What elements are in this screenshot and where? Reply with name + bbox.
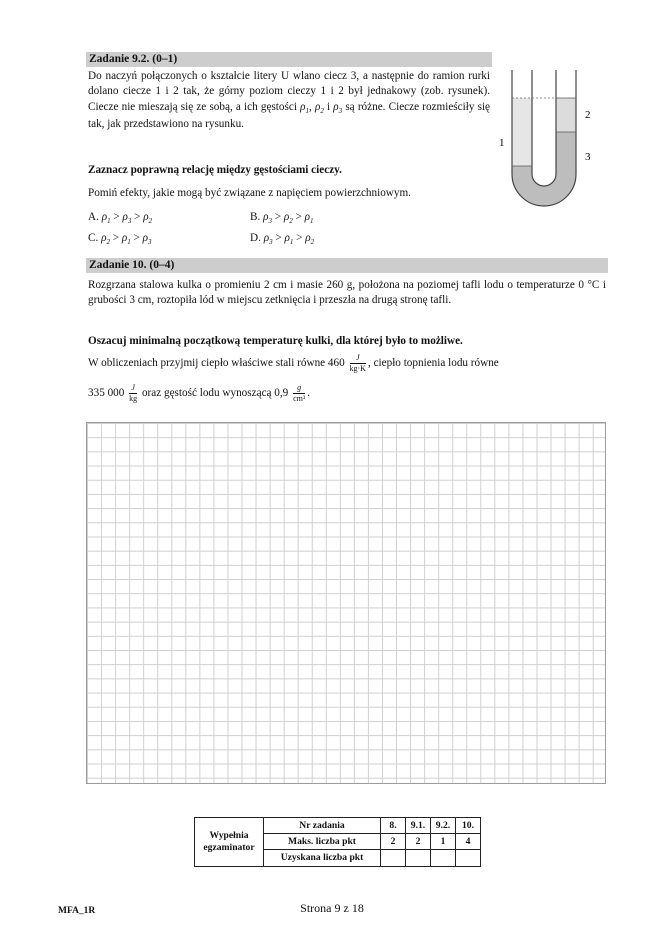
score-input-9-1[interactable] [406, 850, 431, 866]
task-10-instruction: Oszacuj minimalną początkową temperaturę kulki, dla której było to możliwe. [88, 335, 463, 347]
rho-3: $\rho_3$ [333, 100, 343, 116]
page-number: Strona 9 z 18 [300, 901, 364, 915]
unit-g-per-cm3: $\frac{g}{\text{cm³}}$ [293, 383, 306, 403]
liquid-2-region [556, 98, 576, 132]
figure-label-1: 1 [499, 137, 505, 149]
footer-code: MFA_1R [58, 906, 96, 916]
score-input-8[interactable] [381, 850, 406, 866]
figure-label-2: 2 [585, 109, 591, 121]
u-tube-diagram [495, 66, 610, 236]
rho-1: $\rho_1$ [300, 100, 309, 116]
row-max-label: Maks. liczba pkt [264, 834, 381, 850]
task-10-header: Zadanie 10. (0–4) [86, 258, 608, 273]
task-9-2-note: Pomiń efekty, jakie mogą być związane z napięciem powierzchniowym. [88, 187, 411, 199]
score-table: Wypełnia egzaminator Nr zadania 8. 9.1. 9.2. 10. Maks. liczba pkt 2 2 1 4 Uzyskana liczba pkt [194, 817, 481, 867]
unit-j-per-kg-k: $\frac{J}{kg\cdot K}$ [349, 353, 366, 373]
answer-option-d[interactable]: D. $\rho_3 > \rho_1 > \rho_2$ [250, 232, 315, 247]
row-got-label: Uzyskana liczba pkt [264, 850, 381, 866]
score-input-10[interactable] [456, 850, 481, 866]
answer-option-a[interactable]: A. $\rho_1 > \rho_3 > \rho_2$ [88, 211, 153, 226]
answer-option-b[interactable]: B. $\rho_3 > \rho_2 > \rho_1$ [250, 211, 314, 226]
task-9-2-instruction: Zaznacz poprawną relację między gęstościami cieczy. [88, 164, 342, 176]
task-9-2-description: Do naczyń połączonych o kształcie litery U wlano ciecz 3, a następnie do ramion rurki dolano ciecze 1 i 2 tak, że górny poziom cieczy 1 i 2 był jednakowy (zob. rysunek). Ciecze nie mieszają się ze sobą, a ich gęstości $\rho_1$, $\rho_2$ i $\rho_3$ są różne. Ciecze rozmieściły się tak, jak przedstawiono na rysunku. [88, 70, 491, 130]
figure-label-3: 3 [585, 151, 591, 163]
answer-option-c[interactable]: C. $\rho_2 > \rho_1 > \rho_3$ [88, 232, 152, 247]
task-9-2-header: Zadanie 9.2. (0–1) [86, 52, 492, 67]
row-task-label: Nr zadania [264, 818, 381, 834]
liquid-1-region [512, 98, 532, 166]
examiner-label: Wypełnia egzaminator [195, 818, 264, 867]
rho-2: $\rho_2$ [314, 100, 324, 116]
task-10-calc-line-1: W obliczeniach przyjmij ciepło właściwe stali równe 460 $\frac{J}{kg\cdot K}$ , ciepło topnienia lodu równe [88, 353, 499, 373]
unit-j-per-kg: $\frac{J}{kg}$ [129, 383, 138, 403]
task-10-calc-line-2: 335 000 $\frac{J}{kg}$ oraz gęstość lodu wynoszącą 0,9 $\frac{g}{\text{cm³}}$ . [88, 383, 311, 403]
task-10-description: Rozgrzana stalowa kulka o promieniu 2 cm i masie 260 g, położona na poziomej tafli lodu o temperaturze 0 °C i grubości 3 cm, roztopiła lód w miejscu zetknięcia i przeszła na drugą stronę tafli. [88, 279, 606, 307]
answer-grid[interactable] [86, 422, 606, 784]
score-input-9-2[interactable] [431, 850, 456, 866]
